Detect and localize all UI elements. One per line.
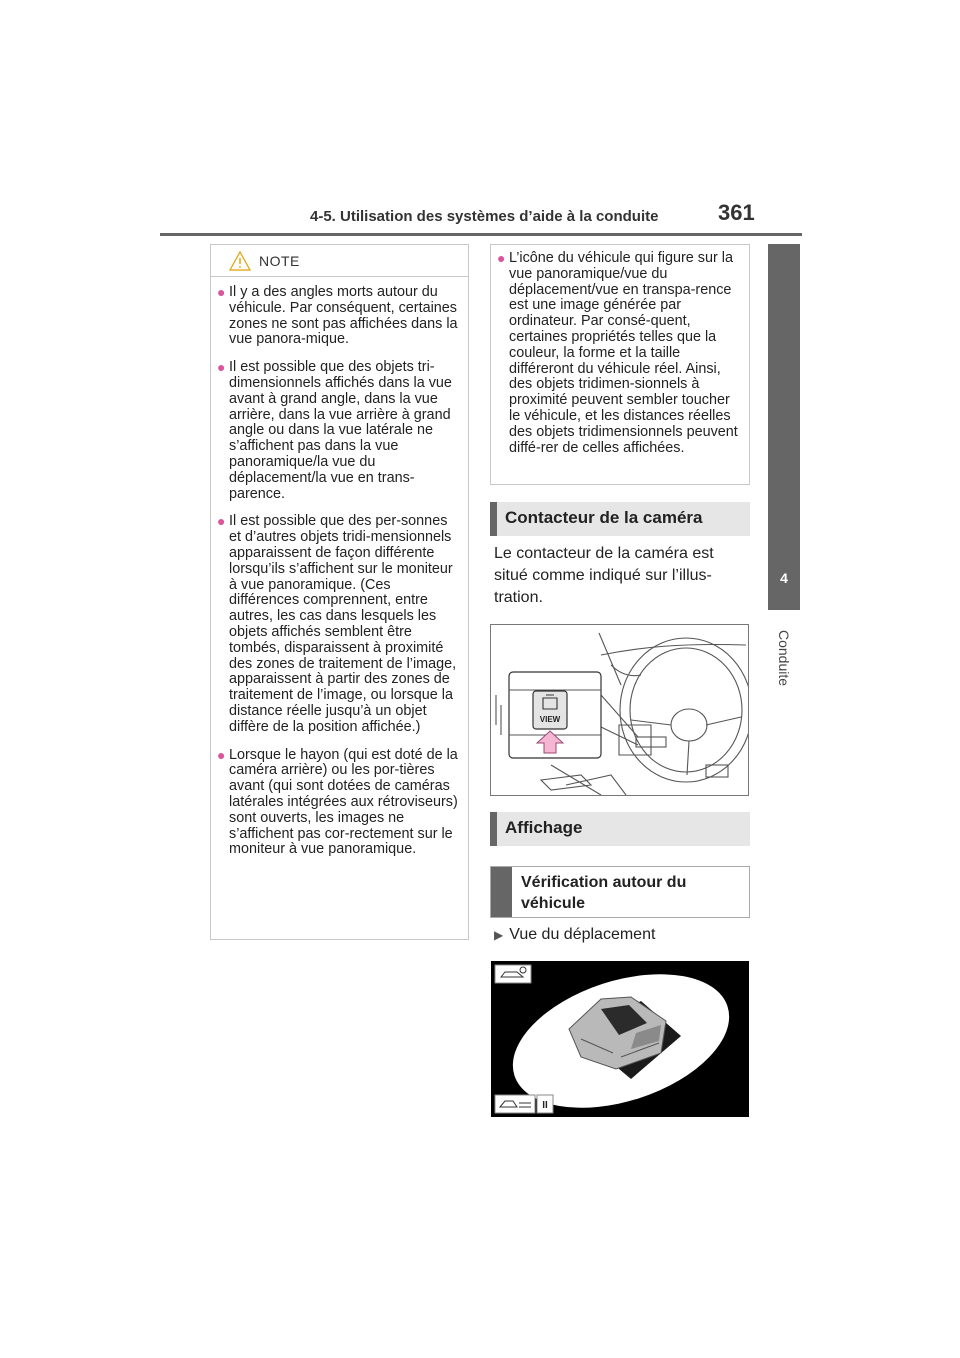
note-header <box>211 245 468 277</box>
note-item-text: Il y a des angles morts autour du véhicule. Par conséquent, certaines zones ne sont pas affichées dans la vue panora-mique. <box>229 284 458 348</box>
bullet-icon: ● <box>217 284 226 300</box>
chapter-tab <box>768 244 800 610</box>
section-title: 4-5. Utilisation des systèmes d’aide à la conduite <box>310 208 659 225</box>
note-item-text: L’icône du véhicule qui figure sur la vue panoramique/vue du déplacement/vue en transpa-rence est une image générée par ordinateur. Par consé-quent, certaines propriétés telles que la couleur, la forme et la taille différeront du véhicule réel. Ainsi, des objets tridimen-sionnels à proximité peuvent sembler toucher le véhicule, et les distances réelles des objets tridimensionnels peuvent diffé-rer de celles affichées. <box>509 250 738 456</box>
chapter-label <box>764 620 804 700</box>
moving-view-display <box>491 961 749 1117</box>
heading-bar <box>490 502 497 536</box>
section-heading-display <box>490 812 750 846</box>
note-item <box>219 360 460 502</box>
dashboard-illustration <box>491 625 748 795</box>
note-item-text: Lorsque le hayon (qui est doté de la caméra arrière) ou les por-tières avant (qui sont dotées de caméras latérales intégrées aux rétroviseurs) sont ouverts, les images ne s’affichent pas cor-rectement sur le moniteur à vue panoramique. <box>229 746 458 858</box>
subsection-heading <box>490 866 750 918</box>
note-item <box>499 251 741 456</box>
moving-view-screen <box>491 961 749 1117</box>
camera-switch-body: Le contacteur de la caméra est situé comme indiqué sur l’illus-tration. <box>494 545 714 606</box>
list-item-text: Vue du déplacement <box>509 926 656 943</box>
section-heading-text: Affichage <box>505 818 583 837</box>
subheading-text: Vérification autour du véhicule <box>521 874 687 912</box>
section-heading-camera-switch <box>490 502 750 536</box>
note-item <box>219 514 460 735</box>
pause-button-label: II <box>542 1100 548 1111</box>
page-header <box>160 200 802 236</box>
subheading-bar <box>491 867 512 917</box>
warning-icon <box>229 251 251 271</box>
note-title: NOTE <box>259 253 300 269</box>
chapter-label-text: Conduite <box>776 629 792 687</box>
bullet-icon: ● <box>217 513 226 530</box>
note-box <box>210 244 469 940</box>
header-rule <box>160 233 802 236</box>
heading-bar <box>490 812 497 846</box>
page-number: 361 <box>718 200 755 225</box>
section-heading-text: Contacteur de la caméra <box>505 508 703 527</box>
note-item <box>219 748 460 859</box>
triangle-bullet-icon: ▶ <box>494 928 504 942</box>
note-item-text: Il est possible que des per-sonnes et d’autres objets tridi-mensionnels apparaissent de façon différente lorsqu’ils s’affichent sur le moniteur à vue panoramique. (Ces différences comprennent, entre autres, les cas dans lesquels les objets affichés semblent être tombés, disparaissent à proximité des zones de traitement de l’image, apparaissent à partir des zones de traitement de l’image, ou lorsque la distance réelle jusqu’à un objet diffère de la position affichée.) <box>229 513 457 735</box>
list-item <box>494 926 655 944</box>
chapter-number: 4 <box>780 570 788 586</box>
note-box-continued <box>490 244 750 485</box>
bullet-icon: ● <box>217 359 226 376</box>
bullet-icon: ● <box>217 746 226 763</box>
note-item <box>219 285 460 348</box>
note-item-text: Il est possible que des objets tri-dimensionnels affichés dans la vue avant à grand angle, dans la vue arrière, dans la vue arrière à grand angle ou dans la vue latérale ne s’affichent pas dans la vue panoramique/la vue du déplacement/la vue en trans-parence. <box>229 359 452 502</box>
bullet-icon: ● <box>497 250 506 266</box>
view-button-label: VIEW <box>539 715 561 724</box>
camera-switch-illustration <box>490 624 749 796</box>
